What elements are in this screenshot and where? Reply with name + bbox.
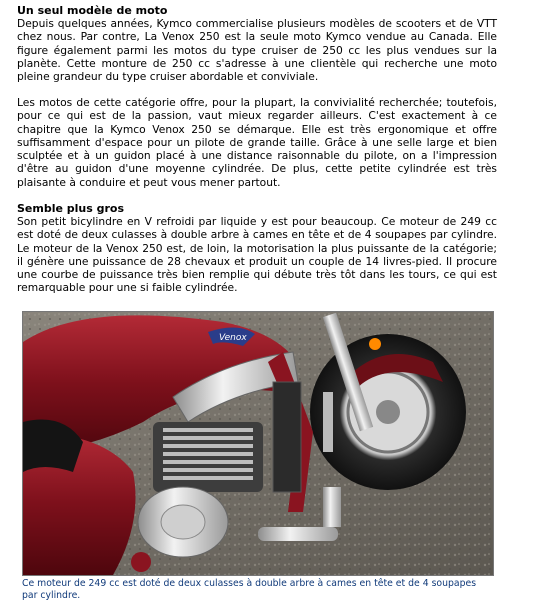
section-semble-plus-gros bbox=[17, 202, 497, 295]
photo-caption: Ce moteur de 249 cc est doté de deux culasses à double arbre à cames en tête et de 4 soupapes par cylindre. bbox=[22, 578, 477, 601]
motorcycle-engine-photo bbox=[22, 311, 494, 576]
section-heading: Semble plus gros bbox=[17, 202, 125, 215]
section-paragraph: Son petit bicylindre en V refroidi par liquide y est pour beaucoup. Ce moteur de 249 cc est doté de deux culasses à double arbre à cames en tête et de 4 soupapes par cylindre. Le moteur de la Venox 250 est, de loin, la motorisation la plus puissante de la catégorie; il génère une puissance de 28 chevaux et produit un couple de 14 livres-pied. Il procure une courbe de puissance très bien remplie qui débute très tôt dans les tours, ce qui est remarquable pour une si faible cylindrée. bbox=[17, 215, 497, 295]
turn-signal bbox=[369, 338, 381, 350]
section-paragraph: Depuis quelques années, Kymco commercialise plusieurs modèles de scooters et de VTT chez nous. Par contre, La Venox 250 est la seule moto Kymco vendue au Canada. Elle figure également parmi les motos du type cruiser de 250 cc les plus vendues sur la planète. Cette monture de 250 cc s'adresse à une clientèle qui recherche une moto pleine grandeur du type cruiser abordable et conviviale. bbox=[17, 17, 497, 84]
section-paragraph-2 bbox=[17, 96, 497, 189]
front-wheel bbox=[310, 334, 466, 490]
section-paragraph: Les motos de cette catégorie offre, pour la plupart, la convivialité recherchée; toutefois, pour ce qui est de la passion, vaut mieux regarder ailleurs. C'est exactement à ce chapitre que la Kymco Venox 250 se démarque. Elle est très ergonomique et offre suffisamment d'espace pour un pilote de grande taille. Grâce à une selle large et bien sculptée et à un guidon placé à une distance raisonnable du pilote, on a l'impression d'être au guidon d'une moyenne cylindrée. De plus, cette petite cylindrée est très plaisante à conduire et peut vous mener partout. bbox=[17, 96, 497, 189]
section-heading: Un seul modèle de moto bbox=[17, 4, 168, 17]
svg-text:Venox: Venox bbox=[219, 333, 247, 343]
section-un-seul-modele bbox=[17, 4, 497, 83]
